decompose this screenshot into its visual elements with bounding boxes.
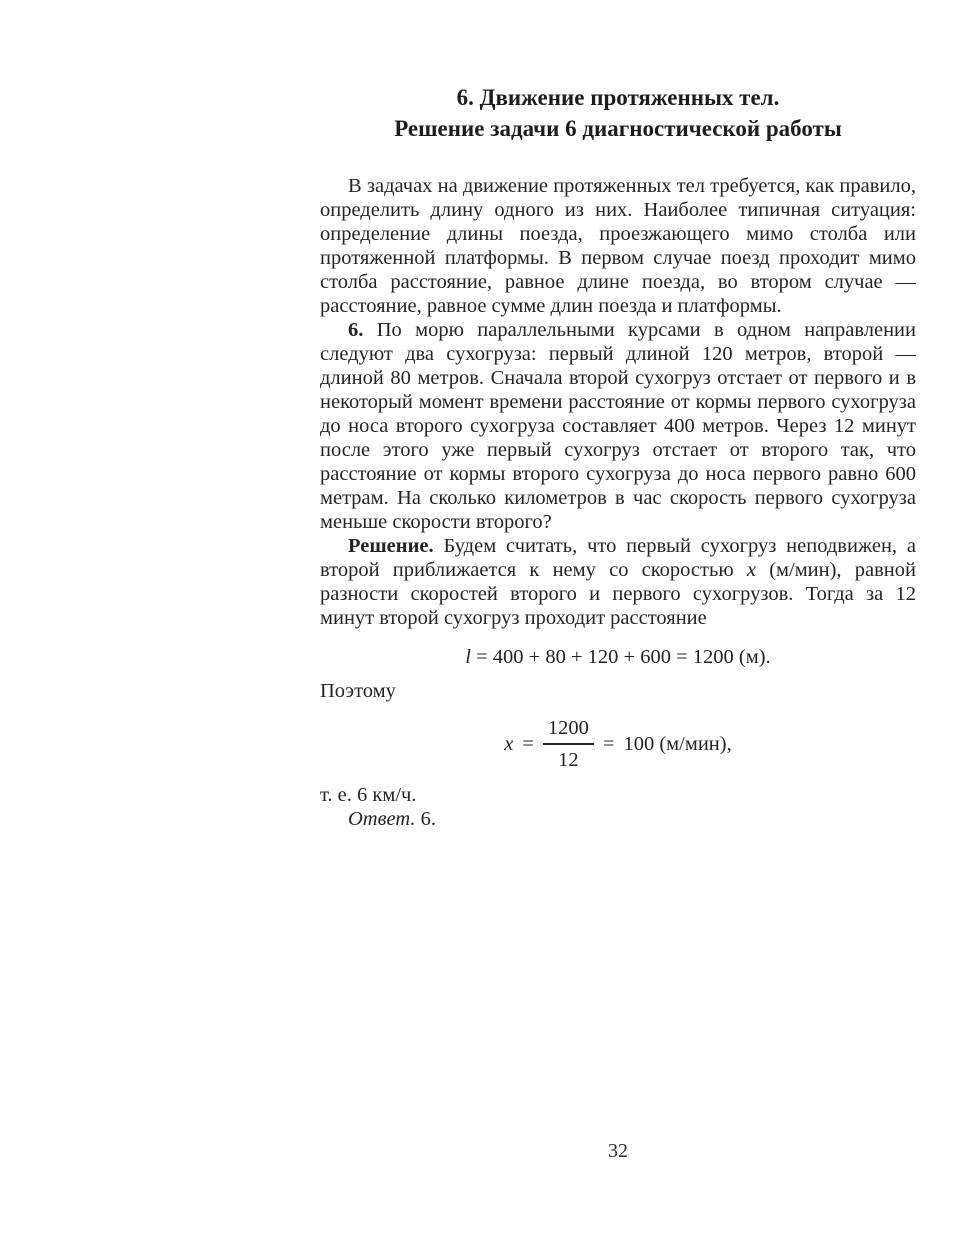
therefore-text: Поэтому [320, 680, 396, 702]
fraction-numerator: 1200 [547, 717, 589, 739]
equals-sign: = [522, 733, 534, 755]
problem-number: 6. [348, 319, 364, 341]
page-title-line2: Решение задачи 6 диагностической работы [394, 116, 842, 141]
variable-x: x [746, 559, 756, 581]
answer-label: Ответ. [348, 808, 416, 830]
formula-total-distance-expression: = 400 + 80 + 120 + 600 = 1200 (м). [471, 646, 771, 668]
page-number: 32 [608, 1140, 628, 1162]
solution-text-after-variable: (м/мин), равной разности скоростей второго и первого сухогрузов. Тогда за 12 минут второй сухогруз проходит расстояние [320, 559, 916, 629]
equals-sign-2: = [602, 733, 615, 755]
paragraph-therefore [320, 679, 916, 703]
paragraph-kmh [320, 783, 916, 807]
paragraph-problem [320, 318, 916, 534]
problem-text: По морю параллельными курсами в одном направлении следуют два сухогруза: первый длиной 120 метров, второй — длиной 80 метров. Сначала второй сухогруз отстает от первого и в некоторый момент времени расстояние от кормы первого сухогруза до носа второго сухогруза составляет 400 метров. Через 12 минут после этого уже первый сухогруз отстает от второго так, что расстояние от кормы второго сухогруза до носа первого равно 600 метрам. На сколько километров в час скорость первого сухогруза меньше скорости второго? [320, 319, 916, 533]
fraction [543, 716, 594, 772]
paragraph-intro [320, 174, 916, 318]
solution-label: Решение. [348, 535, 434, 557]
paragraph-intro-text: В задачах на движение протяженных тел требуется, как правило, определить длину одного из них. Наиболее типичная ситуация: определение длины поезда, проезжающего мимо столба или протяженной платформы. В первом случае поезд проходит мимо столба расстояние, равное длине поезда, во втором случае — расстояние, равное сумме длин поезда и платформы. [320, 175, 916, 317]
answer-value: 6. [420, 808, 437, 830]
kmh-text: т. е. 6 км/ч. [320, 784, 417, 806]
text-column [320, 0, 916, 831]
variable-l: l [465, 646, 471, 668]
fraction-denominator: 12 [543, 743, 594, 772]
page-title-line1: 6. Движение протяженных тел. [456, 85, 780, 110]
formula-speed [320, 716, 916, 772]
formula-total-distance [320, 645, 916, 669]
paragraph-solution [320, 534, 916, 630]
formula-speed-result: 100 (м/мин), [623, 733, 732, 755]
page-title [320, 82, 916, 144]
solution-text-before-variable: Будем считать, что первый сухогруз неподвижен, а второй приближается к нему со скоростью [320, 535, 916, 581]
variable-x-formula: x [504, 733, 514, 755]
paragraph-answer [320, 807, 916, 831]
